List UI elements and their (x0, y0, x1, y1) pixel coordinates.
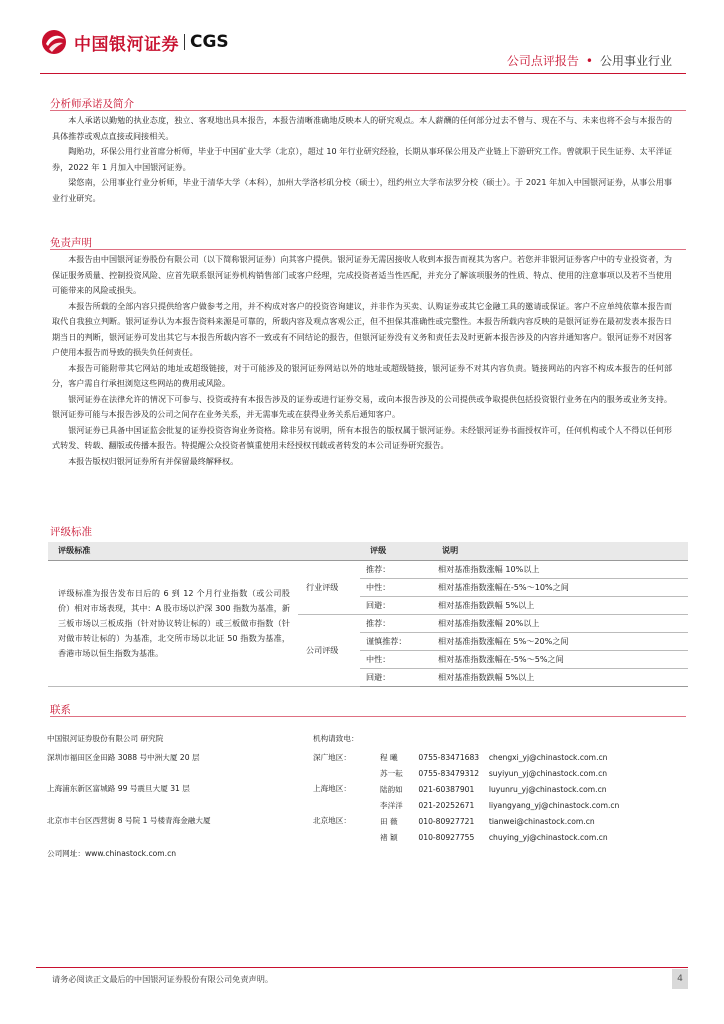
company-logo (40, 28, 229, 56)
contact-email[interactable]: luyunru_yj@chinastock.com.cn (488, 785, 607, 794)
galaxy-logo-icon (40, 28, 68, 56)
region-beijing: 北京地区： (313, 816, 351, 825)
contact-person (380, 832, 608, 843)
page-header (0, 0, 724, 80)
contact-email[interactable]: tianwei@chinastock.com.cn (488, 817, 595, 826)
rating-value: 中性： (360, 650, 432, 668)
contact-phone: 010-80927721 (418, 817, 475, 826)
rating-desc: 相对基准指数涨幅 20%以上 (432, 614, 688, 632)
rating-desc: 相对基准指数涨幅在-5%～5%之间 (432, 650, 688, 668)
rating-header-standard: 评级标准 (48, 542, 298, 560)
rating-value: 回避： (360, 668, 432, 686)
contact-name: 陆韵如 (380, 785, 403, 794)
rating-header-rating: 评级 (360, 542, 432, 560)
inquiry-label: 机构请致电： (313, 734, 359, 743)
rating-value: 谨慎推荐： (360, 632, 432, 650)
contact-phone: 021-20252671 (418, 801, 475, 810)
contact-email[interactable]: chengxi_yj@chinastock.com.cn (488, 753, 608, 762)
disclaimer-section-title: 免责声明 (50, 237, 92, 249)
page-number: 4 (672, 969, 688, 989)
analyst-section-body (52, 113, 672, 206)
industry-rating-label: 行业评级 (298, 560, 360, 614)
address-shanghai: 上海浦东新区富城路 99 号震旦大厦 31 层 (47, 784, 190, 793)
region-shanghai: 上海地区： (313, 784, 351, 793)
logo-divider (184, 34, 185, 50)
rating-table-header (48, 542, 688, 560)
disclaimer-paragraph: 本报告所载的全部内容只提供给客户做参考之用，并不构成对客户的投资咨询建议，并非作为买卖、认购证券或其它金融工具的邀请或保证。客户不应单纯依靠本报告而取代自我独立判断。银河证券认为本报告资料来源是可靠的，所载内容及观点客观公正，但不担保其准确性或完整性。本报告所载内容反映的是银河证券在最初发表本报告日期当日的判断，银河证券可发出其它与本报告所载内容不一致或有不同结论的报告，但银河证券没有义务和责任去及时更新本报告涉及的内容并通知客户。银河证券不对因客户使用本报告而导致的损失负任何责任。 (52, 300, 672, 357)
rating-desc: 相对基准指数跌幅 5%以上 (432, 596, 688, 614)
footer-divider (36, 967, 688, 968)
contact-person (380, 752, 608, 763)
contact-person (380, 768, 607, 779)
research-institute-name: 中国银河证券股份有限公司 研究院 (47, 734, 164, 743)
rating-value: 推荐： (360, 560, 432, 578)
company-website[interactable]: 公司网址：www.chinastock.com.cn (47, 849, 177, 858)
contact-email[interactable]: liyangyang_yj@chinastock.com.cn (488, 801, 620, 810)
analyst-bio-liang: 梁悠南，公用事业行业分析师，毕业于清华大学（本科），加州大学洛杉矶分校（硕士），纽约州立大学布法罗分校（硕士）。于 2021 年加入中国银河证券，从事公用事业行业研究。 (52, 177, 672, 203)
contact-person (380, 784, 607, 795)
contact-phone: 021-60387901 (418, 785, 475, 794)
industry-label: 公用事业行业 (599, 54, 672, 68)
disclaimer-section-rule (50, 249, 686, 250)
rating-value: 中性： (360, 578, 432, 596)
contact-phone: 010-80927755 (418, 833, 475, 842)
rating-header-empty (298, 542, 360, 560)
report-type-label (507, 52, 672, 69)
address-beijing: 北京市丰台区西营街 8 号院 1 号楼青海金融大厦 (47, 816, 211, 825)
rating-desc: 相对基准指数跌幅 5%以上 (432, 668, 688, 686)
disclaimer-section-body (52, 252, 672, 469)
rating-section-title: 评级标准 (50, 526, 92, 538)
disclaimer-paragraph: 银河证券已具备中国证监会批复的证券投资咨询业务资格。除非另有说明，所有本报告的版权属于银河证券。未经银河证券书面授权许可，任何机构或个人不得以任何形式转发、转载、翻版或传播本报告。特提醒公众投资者慎重使用未经授权刊载或者转发的本公司证券研究报告。 (52, 424, 672, 450)
footer-disclaimer-note: 请务必阅读正文最后的中国银河证券股份有限公司免责声明。 (52, 974, 274, 984)
region-shenzhen-guangzhou: 深广地区： (313, 753, 351, 762)
company-rating-label: 公司评级 (298, 614, 360, 686)
report-type: 公司点评报告 (506, 54, 579, 68)
analyst-section-title: 分析师承诺及简介 (50, 98, 134, 110)
contact-name: 程 曦 (380, 753, 398, 762)
rating-desc: 相对基准指数涨幅 10%以上 (432, 560, 688, 578)
analyst-section-rule (50, 110, 686, 111)
rating-desc: 相对基准指数涨幅在 5%～20%之间 (432, 632, 688, 650)
contact-email[interactable]: chuying_yj@chinastock.com.cn (488, 833, 608, 842)
rating-value: 回避： (360, 596, 432, 614)
rating-header-description: 说明 (432, 542, 688, 560)
contact-person (380, 800, 619, 811)
contact-name: 苏一耘 (380, 769, 403, 778)
table-row (48, 560, 688, 578)
analyst-bio-tao: 陶贻功，环保公用行业首席分析师，毕业于中国矿业大学（北京），超过 10 年行业研究经验，长期从事环保公用及产业链上下游研究工作。曾就职于民生证券、太平洋证券，2022 年 1 月加入中国银河证券。 (52, 146, 672, 172)
separator-dot: • (585, 54, 593, 68)
disclaimer-paragraph: 银河证券在法律允许的情况下可参与、投资或持有本报告涉及的证券或进行证券交易，或向本报告涉及的公司提供或争取提供包括投资银行业务在内的服务或业务支持。银河证券可能与本报告涉及的公司之间存在业务关系，并无需事先或在获得业务关系后通知客户。 (52, 393, 672, 419)
contact-email[interactable]: suyiyun_yj@chinastock.com.cn (488, 769, 608, 778)
rating-desc: 相对基准指数涨幅在-5%～10%之间 (432, 578, 688, 596)
contact-name: 褚 颖 (380, 833, 398, 842)
header-divider (40, 73, 686, 74)
contact-section-rule (50, 716, 686, 717)
disclaimer-paragraph: 本报告由中国银河证券股份有限公司（以下简称银河证券）向其客户提供。银河证券无需因接收人收到本报告而视其为客户。若您并非银河证券客户中的专业投资者，为保证服务质量、控制投资风险、应首先联系银河证券机构销售部门或客户经理，完成投资者适当性匹配，并充分了解该项服务的性质、特点、使用的注意事项以及若不当使用可能带来的风险或损失。 (52, 254, 672, 295)
disclaimer-paragraph: 本报告可能附带其它网站的地址或超级链接，对于可能涉及的银河证券网站以外的地址或超级链接，银河证券不对其内容负责。链接网站的内容不构成本报告的任何部分，客户需自行承担浏览这些网站的费用或风险。 (52, 362, 672, 388)
contact-name: 田 薇 (380, 817, 398, 826)
rating-table (48, 542, 688, 687)
contact-name: 李洋洋 (380, 801, 403, 810)
analyst-commitment: 本人承诺以勤勉的执业态度，独立、客观地出具本报告，本报告清晰准确地反映本人的研究观点。本人薪酬的任何部分过去不曾与、现在不与、未来也将不会与本报告的具体推荐或观点直接或间接相关。 (52, 115, 672, 141)
contact-phone: 0755-83471683 (418, 753, 480, 762)
logo-chinese-text: 中国银河证券 (74, 34, 179, 55)
logo-english-text: CGS (190, 32, 229, 52)
address-shenzhen: 深圳市福田区金田路 3088 号中洲大厦 20 层 (47, 753, 200, 762)
rating-standard-description: 评级标准为报告发布日后的 6 到 12 个月行业指数（或公司股价）相对市场表现，其中：A 股市场以沪深 300 指数为基准，新三板市场以三板成指（针对协议转让标的）或三板做市指数（针对做市转让标的）为基准，北交所市场以北证 50 指数为基准，香港市场以恒生指数为基准。 (48, 560, 298, 686)
rating-value: 推荐： (360, 614, 432, 632)
contact-section-title: 联系 (50, 704, 71, 716)
contact-phone: 0755-83479312 (418, 769, 480, 778)
disclaimer-paragraph: 本报告版权归银河证券所有并保留最终解释权。 (68, 455, 239, 466)
contact-person (380, 816, 595, 827)
